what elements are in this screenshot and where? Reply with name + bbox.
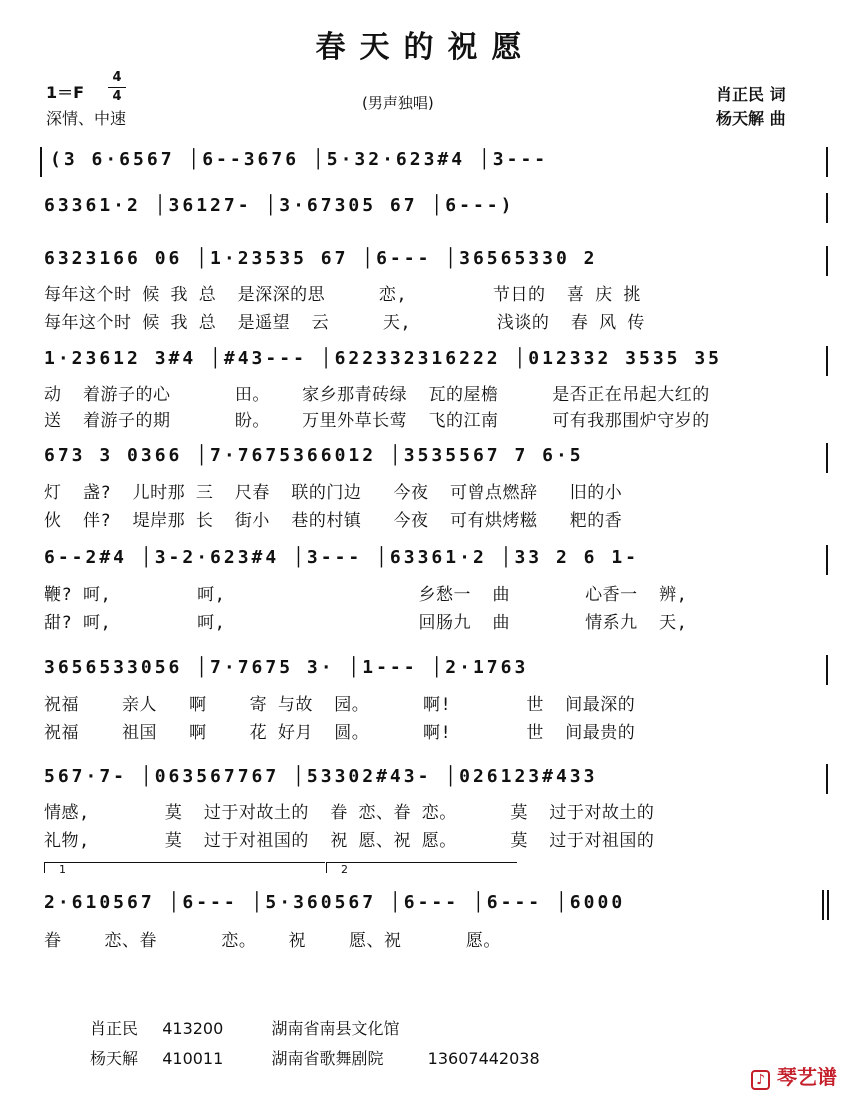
tempo-marking: 深情、中速 xyxy=(46,109,127,128)
staff-line-8 xyxy=(40,764,830,796)
lyric-line-3a: 每年这个时 候 我 总 是深深的思 恋, 节日的 喜 庆 挑 xyxy=(44,285,641,305)
contact-zip: 413200 xyxy=(162,1019,224,1038)
meter-bottom: 4 xyxy=(112,89,122,104)
lyric-line-8a: 情感, 莫 过于对故土的 眷 恋、眷 恋。 莫 过于对故土的 xyxy=(44,803,655,823)
contact-name: 肖正民 xyxy=(90,1019,139,1038)
contact-org: 湖南省南县文化馆 xyxy=(271,1019,400,1038)
notes-line-1: (3 6·6567 │6--3676 │5·32·623#4 │3--- xyxy=(50,149,549,170)
meter-divider xyxy=(108,87,126,88)
lyric-line-7b: 祝福 祖国 啊 花 好月 圆。 啊! 世 间最贵的 xyxy=(44,723,636,743)
contact-name: 杨天解 xyxy=(90,1049,139,1068)
staff-line-2 xyxy=(40,193,830,225)
notes-line-4: 1·23612 3#4 │#43--- │622332316222 │012332 3535 35 xyxy=(44,348,723,369)
meter-top: 4 xyxy=(112,70,122,85)
staff-line-9 xyxy=(40,890,830,922)
notes-line-6: 6--2#4 │3-2·623#4 │3--- │63361·2 │33 2 6 1- xyxy=(44,547,639,568)
volta-2-label: 2 xyxy=(341,863,348,876)
staff-line-6 xyxy=(40,545,830,577)
lyric-line-9: 眷 恋、眷 恋。 祝 愿、祝 愿。 xyxy=(44,931,501,951)
footer-contact-1 xyxy=(90,1016,399,1039)
notes-line-5: 673 3 0366 │7·7675366012 │3535567 7 6·5 xyxy=(44,445,584,466)
site-logo xyxy=(751,1061,837,1090)
notes-line-2: 63361·2 │36127- │3·67305 67 │6---) xyxy=(44,195,515,216)
lyric-line-5a: 灯 盏? 儿时那 三 尺春 联的门边 今夜 可曾点燃辞 旧的小 xyxy=(44,483,623,503)
song-title: 春天的祝愿 xyxy=(315,30,536,65)
staff-line-5 xyxy=(40,443,830,475)
composer-credit: 杨天解 曲 xyxy=(716,109,786,128)
notes-line-9: 2·610567 │6--- │5·360567 │6--- │6--- │6000 xyxy=(44,892,626,913)
lyric-line-6b: 甜? 呵, 呵, 回肠九 曲 情系九 天, xyxy=(44,613,688,633)
staff-line-1 xyxy=(40,147,830,179)
key-signature: 1＝F xyxy=(46,83,85,102)
contact-org: 湖南省歌舞剧院 xyxy=(271,1049,384,1068)
lyric-line-8b: 礼物, 莫 过于对祖国的 祝 愿、祝 愿。 莫 过于对祖国的 xyxy=(44,831,655,851)
lyric-line-4b: 送 着游子的期 盼。 万里外草长莺 飞的江南 可有我那围炉守岁的 xyxy=(44,411,710,431)
notes-line-8: 567·7- │063567767 │53302#43- │026123#433 xyxy=(44,766,598,787)
lyric-line-3b: 每年这个时 候 我 总 是遥望 云 天, 浅谈的 春 风 传 xyxy=(44,313,645,333)
contact-zip: 410011 xyxy=(162,1049,224,1068)
notes-line-3: 6323166 06 │1·23535 67 │6--- │36565330 2 xyxy=(44,248,598,269)
contact-phone: 13607442038 xyxy=(427,1049,540,1068)
time-signature xyxy=(108,70,126,105)
staff-line-7 xyxy=(40,655,830,687)
staff-line-4 xyxy=(40,346,830,378)
lyric-line-6a: 鞭? 呵, 呵, 乡愁一 曲 心香一 辨, xyxy=(44,585,688,605)
volta-1-label: 1 xyxy=(59,863,66,876)
logo-mark-icon: ♪ xyxy=(751,1070,770,1090)
performance-note: (男声独唱) xyxy=(362,94,434,112)
notes-line-7: 3656533056 │7·7675 3· │1--- │2·1763 xyxy=(44,657,529,678)
logo-text: 琴艺谱 xyxy=(777,1065,837,1089)
lyric-line-7a: 祝福 亲人 啊 寄 与故 园。 啊! 世 间最深的 xyxy=(44,695,636,715)
lyricist-credit: 肖正民 词 xyxy=(716,85,786,104)
staff-line-3 xyxy=(40,246,830,278)
lyric-line-4a: 动 着游子的心 田。 家乡那青砖绿 瓦的屋檐 是否正在吊起大红的 xyxy=(44,385,710,405)
lyric-line-5b: 伙 伴? 堤岸那 长 街小 巷的村镇 今夜 可有烘烤糍 粑的香 xyxy=(44,511,623,531)
footer-contact-2 xyxy=(90,1046,540,1069)
